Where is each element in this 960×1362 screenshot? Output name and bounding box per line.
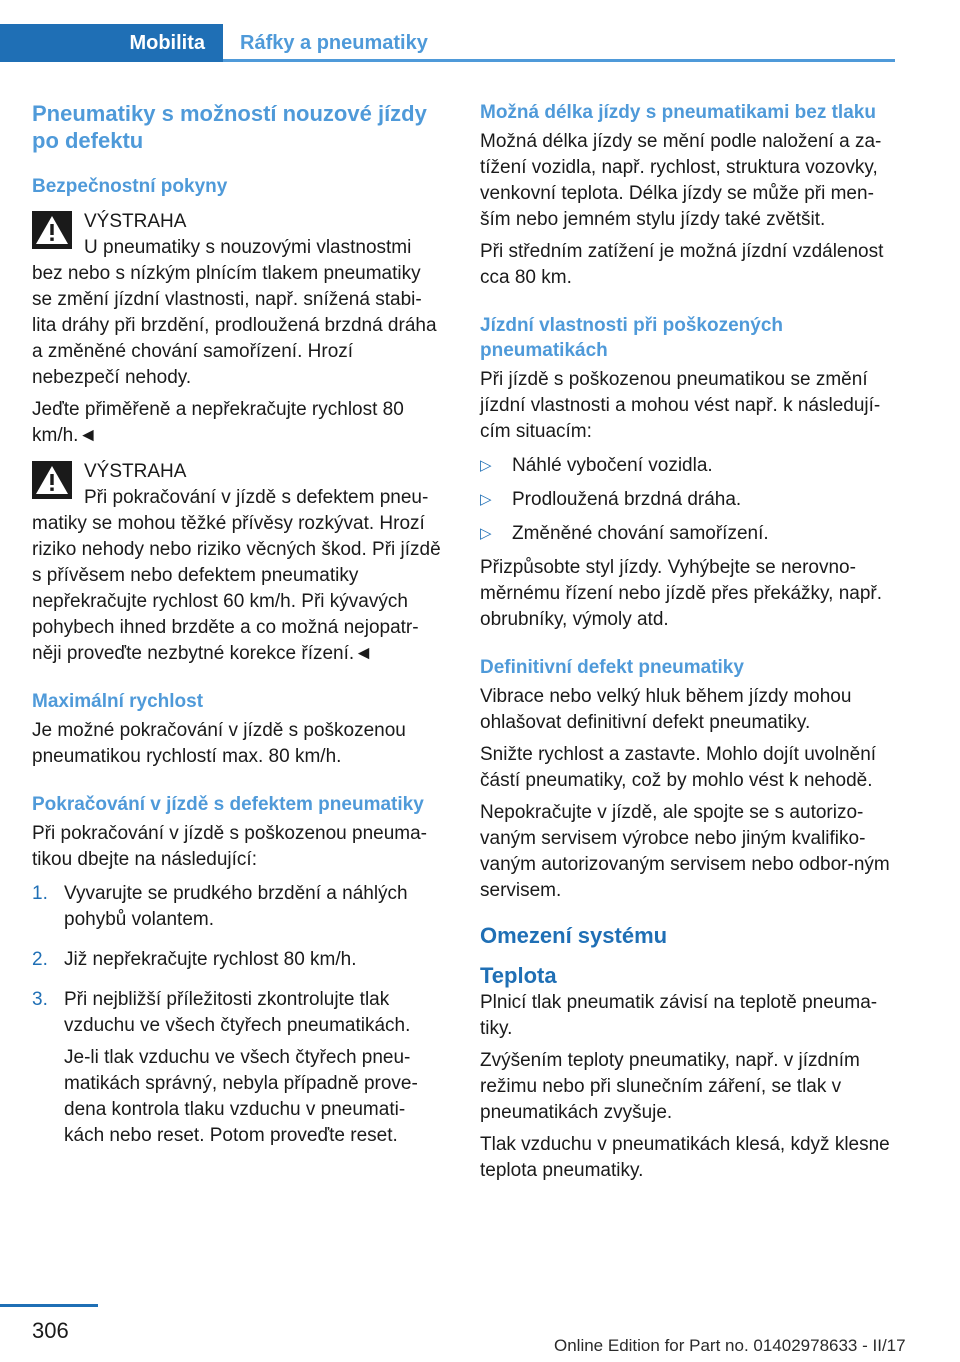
triangle-bullet-icon: ▷ bbox=[480, 525, 492, 542]
definitive-text: Vibrace nebo velký hluk během jízdy mohou ohlašovat definitivní defekt pneumatiky. bbox=[480, 686, 852, 733]
left-column bbox=[32, 100, 442, 1163]
safety-heading: Bezpečnostní pokyny bbox=[32, 176, 228, 197]
warning-text: U pneumatiky s nouzovými vlastnostmi bez nebo s nízkým plnícím tlakem pneumatiky se změní jízdní vlastnosti, např. snížená stabi-lita dráhy při brzdění, prodloužená brzdná dráha a změněné chování samořízení. Hrozí nebezpečí nehody. bbox=[32, 237, 437, 388]
list-item bbox=[480, 521, 890, 547]
handling-outro: Přizpůsobte styl jízdy. Vyhýbejte se nerovno-měrnému řízení nebo jízdě přes překážky, např. obrubníky, výmoly atd. bbox=[480, 557, 883, 630]
max-speed-heading: Maximální rychlost bbox=[32, 691, 204, 712]
continue-heading: Pokračování v jízdě s defektem pneumatiky bbox=[32, 794, 424, 815]
page-header bbox=[0, 0, 895, 62]
definitive-text: Nepokračujte v jízdě, ale spojte se s autorizo-vaným servisem výrobce nebo jiným kvalifiko-vaným autorizovaným servisem nebo odbor-ným servisem. bbox=[480, 802, 890, 901]
list-number: 3. bbox=[32, 989, 48, 1010]
list-item bbox=[32, 881, 442, 939]
warning-text: Při pokračování v jízdě s defektem pneu-matiky se mohou těžké přívěsy rozkývat. Hrozí riziko nehody nebo riziko věcných škod. Při jízdě s přívěsem nebo defektem pneumatiky nepřekračujte rychlost 60 km/h. Při kývavých pohybech ihned brzděte a co možná nejopatr-něji proveďte nezbytné korekce řízení.◄ bbox=[32, 487, 441, 664]
list-item-extra: Je-li tlak vzduchu ve všech čtyřech pneu-matikách správný, nebyla případně prove-dena kontrola tlaku vzduchu v pneumati-kách nebo reset. Potom proveďte reset. bbox=[64, 1047, 418, 1146]
distance-heading: Možná délka jízdy s pneumatikami bez tlaku bbox=[480, 102, 876, 123]
limits-heading: Omezení systému bbox=[480, 923, 668, 948]
definitive-heading: Definitivní defekt pneumatiky bbox=[480, 657, 744, 678]
list-item-text: Změněné chování samořízení. bbox=[512, 523, 769, 544]
warning-block-2 bbox=[32, 459, 442, 667]
bullet-list bbox=[480, 453, 890, 547]
distance-text: Možná délka jízdy se mění podle naložení a za-tížení vozidla, např. rychlost, struktura vozovky, venkovní teplota. Délka jízdy se může při men-ším nebo jemném stylu jízdy také zvětšit. bbox=[480, 131, 882, 230]
warning-triangle-icon bbox=[32, 211, 72, 249]
warning-triangle-icon bbox=[32, 461, 72, 499]
list-item bbox=[32, 947, 442, 979]
handling-heading: Jízdní vlastnosti při poškozených pneumatikách bbox=[480, 315, 784, 361]
warning-label: VÝSTRAHA bbox=[84, 461, 187, 482]
distance-text: Při středním zatížení je možná jízdní vzdálenost cca 80 km. bbox=[480, 241, 884, 288]
list-item-text: Při nejbližší příležitosti zkontrolujte tlak vzduchu ve všech čtyřech pneumatikách. bbox=[64, 989, 411, 1036]
list-item-text: Vyvarujte se prudkého brzdění a náhlých pohybů volantem. bbox=[64, 883, 408, 930]
warning-text: Jeďte přiměřeně a nepřekračujte rychlost 80 km/h.◄ bbox=[32, 399, 404, 446]
list-item-text: Prodloužená brzdná dráha. bbox=[512, 489, 742, 510]
limits-text: Tlak vzduchu v pneumatikách klesá, když klesne teplota pneumatiky. bbox=[480, 1134, 890, 1181]
list-item-text: Náhlé vybočení vozidla. bbox=[512, 455, 713, 476]
max-speed-text: Je možné pokračování v jízdě s poškozenou pneumatikou rychlostí max. 80 km/h. bbox=[32, 720, 406, 767]
temperature-heading: Teplota bbox=[480, 963, 557, 988]
list-number: 1. bbox=[32, 883, 48, 904]
chapter-tab: Mobilita bbox=[0, 24, 223, 62]
list-item-text: Již nepřekračujte rychlost 80 km/h. bbox=[64, 949, 357, 970]
continue-intro: Při pokračování v jízdě s poškozenou pneuma-tikou dbejte na následující: bbox=[32, 823, 427, 870]
triangle-bullet-icon: ▷ bbox=[480, 457, 492, 474]
section-tab: Ráfky a pneumatiky bbox=[240, 31, 428, 54]
numbered-list bbox=[32, 881, 442, 1155]
triangle-bullet-icon: ▷ bbox=[480, 491, 492, 508]
page-title: Pneumatiky s možností nouzové jízdy po defektu bbox=[32, 101, 427, 153]
edition-note: Online Edition for Part no. 01402978633 - II/17 bbox=[554, 1336, 906, 1355]
header-rule bbox=[223, 59, 895, 62]
list-item bbox=[480, 487, 890, 513]
warning-label: VÝSTRAHA bbox=[84, 211, 187, 232]
right-column bbox=[480, 100, 890, 1190]
warning-block-1 bbox=[32, 209, 442, 449]
limits-text: Plnicí tlak pneumatik závisí na teplotě pneuma-tiky. bbox=[480, 992, 878, 1039]
page-number: 306 bbox=[32, 1318, 69, 1343]
footer-rule bbox=[0, 1304, 98, 1307]
list-item bbox=[32, 987, 442, 1155]
list-number: 2. bbox=[32, 949, 48, 970]
handling-intro: Při jízdě s poškozenou pneumatikou se změní jízdní vlastnosti a mohou vést např. k následují-cím situacím: bbox=[480, 369, 881, 442]
limits-text: Zvýšením teploty pneumatiky, např. v jízdním režimu nebo při slunečním záření, se tlak v pneumatikách zvyšuje. bbox=[480, 1050, 860, 1123]
definitive-text: Snižte rychlost a zastavte. Mohlo dojít uvolnění částí pneumatiky, což by mohlo vést k nehodě. bbox=[480, 744, 877, 791]
list-item bbox=[480, 453, 890, 479]
